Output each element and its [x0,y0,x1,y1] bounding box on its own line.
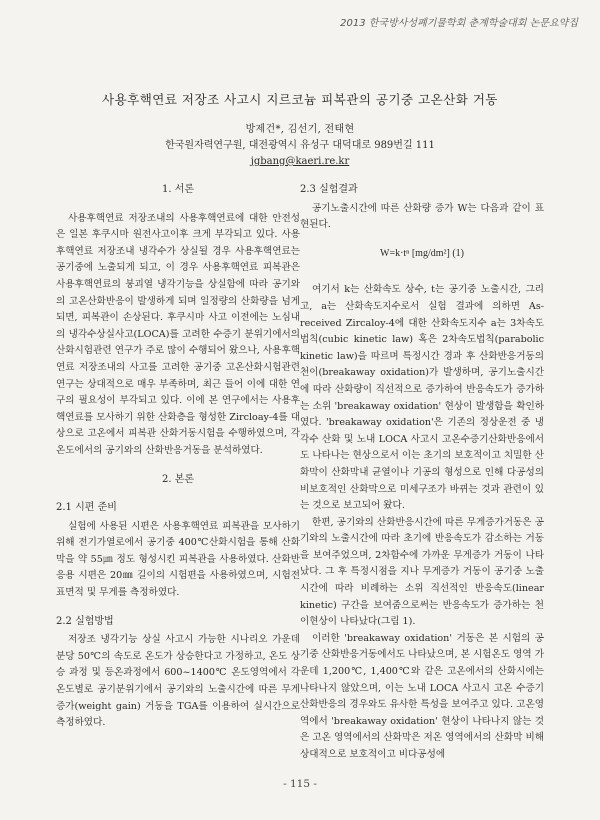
conference-header: 2013 한국방사성폐기물학회 춘계학술대회 논문요약집 [340,18,578,29]
paper-title: 사용후핵연료 저장조 사고시 지르코늄 피복관의 공기중 고온산화 거동 [102,92,498,107]
right-column [300,182,544,764]
author-affiliation: 한국원자력연구원, 대전광역시 유성구 대덕대로 989번길 111 [165,140,435,151]
author-names: 방제건*, 김선기, 전태현 [245,124,355,135]
section-title-intro: 1. 서론 [161,184,195,195]
subsection-title-2-2: 2.2 실험방법 [56,615,114,627]
author-block [0,122,600,170]
section-title-body: 2. 본론 [161,473,195,485]
subsection-title-2-1: 2.1 시편 준비 [56,502,117,514]
author-email[interactable]: jgbang@kaeri.re.kr [250,156,350,167]
left-column [56,182,300,732]
specimen-paragraph: 실험에 사용된 시편은 사용후핵연료 피복관을 모사하기 위해 전기가열로에서 공기중 400℃산화시험을 통해 산화막을 약 55㎛ 정도 형성시킨 피복관을 사용하였다. 산화반응용 시편은 20㎜ 길이의 시험편을 사용하였으며, 시험전 표면적 및 무게를 측정하였다. [56,520,300,599]
method-paragraph: 저장조 냉각기능 상실 사고시 가능한 시나리오 가운데 분당 50℃의 속도로 온도가 상승한다고 가정하고, 온도 상승 과정 및 등온과정에서 600~1400℃ 온도영역에서 각 온도별로 공기분위기에서 공기와의 노출시간에 따른 무게증가(weight gain) 거동을 TGA를 이용하여 실시간으로 측정하였다. [56,634,300,729]
subsection-title-2-3: 2.3 실험결과 [300,184,358,195]
intro-paragraph: 사용후핵연료 저장조내의 사용후핵연료에 대한 안전성은 일본 후쿠시마 원전사고이후 크게 부각되고 있다. 사용후핵연료 저장조내 냉각수가 상실될 경우 사용후핵연료는 공기중에 노출되게 되고, 이 경우 사용후핵연료 피복관은 사용후핵연료의 붕괴열 냉각기능을 상실함에 따라 공기와의 고온산화반응이 발생하게 되며 일정량의 산화량을 넘게 되면, 피복관이 손상된다. 후쿠시마 사고 이전에는 노심내의 냉각수상실사고(LOCA)를 고려한 수증기 분위기에서의 산화시험관련 연구가 주로 많이 수행되어 왔으나, 사용후핵연료 저장조내의 사고를 고려한 공기중 고온산화시험관련 연구는 상대적으로 매우 부족하며, 최근 들어 이에 대한 연구의 필요성이 부각되고 있다. 이에 본 연구에서는 사용후핵연료를 모사하기 위한 산화층을 형성한 Zircloay-4를 대상으로 고온에서 피복관 산화거동시험을 수행하였으며, 각 온도에서의 공기와의 산화반응거동을 분석하였다. [56,212,300,456]
equation-1: W=k·tⁿ [mg/dm²] (1) [380,247,464,259]
page-number: - 115 - [283,778,317,790]
results-paragraph-2: 한편, 공기와의 산화반응시간에 따른 무게증가거동은 공기와의 노출시간에 따라 초기에 반응속도가 감소하는 거동을 보여주었으며, 2차함수에 가까운 무게증가 거동이 나타났다. 그 후 특정시점을 지나 무게증가 거동이 공기중 노출시간에 따라 비례하는 소위 직선적인 반응속도(linear kinetic) 구간을 보여줌으로써는 반응속도가 증가하는 천이현상이 나타났다(그림 1). [300,516,544,628]
results-paragraph-3: 이러한 'breakaway oxidation' 거동은 본 시험의 공기중 산화반응거동에서도 나타났으며, 본 시험온도 영역 가운데 1,200℃, 1,400℃와 같은 고온에서의 산화시에는 나타나지 않았으며, 이는 노내 LOCA 사고시 고온 수증기산화반응의 경우와도 유사한 특성을 보여주고 있다. 고온영역에서 'breakaway oxidation' 현상이 나타나지 않는 것은 고온 영역에서의 산화막은 저온 영역에서의 산화막 비해 상대적으로 보호적이고 비다공성에 [300,632,544,760]
results-intro: 공기노출시간에 따른 산화량 증가 W는 다음과 같이 표현된다. [300,202,544,231]
results-paragraph-1: 여기서 k는 산화속도 상수, t는 공기중 노출시간, 그리고, a는 산화속도지수로서 실험 결과에 의하면 As-received Zircaloy-4에 대한 산화속도지수 a는 3차속도법칙(cubic kinetic law) 혹은 2차속도법칙(parabolic kinetic law)을 따르며 특정시간 경과 후 산화반응거동의 천이(breakaway oxidation)가 발생하며, 공기노출시간에 따라 산화량이 직선적으로 증가하여 반응속도가 증가하는 소위 'breakaway oxidation' 현상이 발생함을 확인하였다. 'breakaway oxidation'은 기존의 정상운전 중 냉각수 산화 및 노내 LOCA 사고시 고온수증기산화반응에서도 나타나는 현상으로서 이는 초기의 보호적이고 치밀한 산화막이 산화막내 균열이나 기공의 형성으로 인해 다공성의 비보호적인 산화막으로 미세구조가 바뀌는 것과 관련이 있는 것으로 보고되어 왔다. [300,284,544,512]
